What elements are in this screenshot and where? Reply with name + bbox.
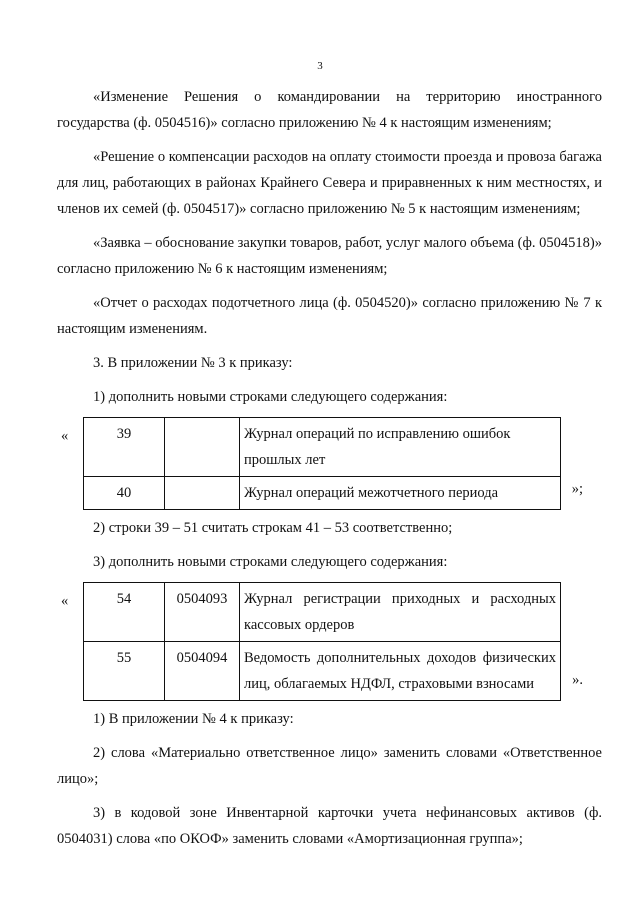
- form-name: Ведомость дополнительных доходов физических лиц, облагаемых НДФЛ, страховыми взносами: [240, 642, 561, 701]
- paragraph: «Решение о компенсации расходов на оплату стоимости проезда и провоза багажа для лиц, работающих в районах Крайнего Севера и приравненных к ним местностях, и членов их семей (ф. 0504517)» согласно приложению № 5 к настоящим изменениям;: [57, 149, 602, 217]
- paragraph: «Заявка – обоснование закупки товаров, работ, услуг малого объема (ф. 0504518)» согласно приложению № 6 к настоящим изменениям;: [57, 235, 602, 277]
- list-item-4-2: 2) слова «Материально ответственное лицо» заменить словами «Ответственное лицо»;: [57, 745, 602, 787]
- closing-quote: ».: [572, 672, 583, 688]
- paragraph: «Отчет о расходах подотчетного лица (ф. 0504520)» согласно приложению № 7 к настоящим изменениям.: [57, 295, 602, 337]
- list-item-4-3: 3) в кодовой зоне Инвентарной карточки учета нефинансовых активов (ф. 0504031) слова «по ОКОФ» заменить словами «Амортизационная группа»;: [57, 805, 602, 847]
- paragraph: «Изменение Решения о командировании на территорию иностранного государства (ф. 0504516)» согласно приложению № 4 к настоящим изменениям;: [57, 89, 602, 131]
- table-2-grid: [83, 582, 561, 701]
- table-1-grid: [83, 417, 561, 510]
- form-code: 0504093: [165, 583, 240, 642]
- row-number: 39: [84, 418, 165, 477]
- document-body: [57, 84, 602, 852]
- closing-quote: »;: [571, 481, 583, 497]
- list-item-3: 3. В приложении № 3 к приказу:: [93, 355, 293, 371]
- table-1: [61, 417, 583, 510]
- table-row: [84, 642, 561, 701]
- form-name: Журнал операций по исправлению ошибок прошлых лет: [240, 418, 561, 477]
- table-2: [61, 582, 583, 701]
- form-name: Журнал регистрации приходных и расходных кассовых ордеров: [240, 583, 561, 642]
- opening-quote: «: [61, 428, 69, 444]
- form-code: [165, 418, 240, 477]
- list-item-3-2: 2) строки 39 – 51 считать строкам 41 – 53 соответственно;: [93, 520, 453, 536]
- page-number: 3: [317, 60, 323, 72]
- list-item-3-3: 3) дополнить новыми строками следующего содержания:: [93, 554, 448, 570]
- list-item-4-1: 1) В приложении № 4 к приказу:: [93, 711, 294, 727]
- list-item-3-1: 1) дополнить новыми строками следующего содержания:: [93, 389, 448, 405]
- row-number: 54: [84, 583, 165, 642]
- row-number: 55: [84, 642, 165, 701]
- table-row: [84, 477, 561, 510]
- opening-quote: «: [61, 593, 69, 609]
- form-name: Журнал операций межотчетного периода: [240, 477, 561, 510]
- form-code: [165, 477, 240, 510]
- form-code: 0504094: [165, 642, 240, 701]
- table-row: [84, 583, 561, 642]
- table-row: [84, 418, 561, 477]
- row-number: 40: [84, 477, 165, 510]
